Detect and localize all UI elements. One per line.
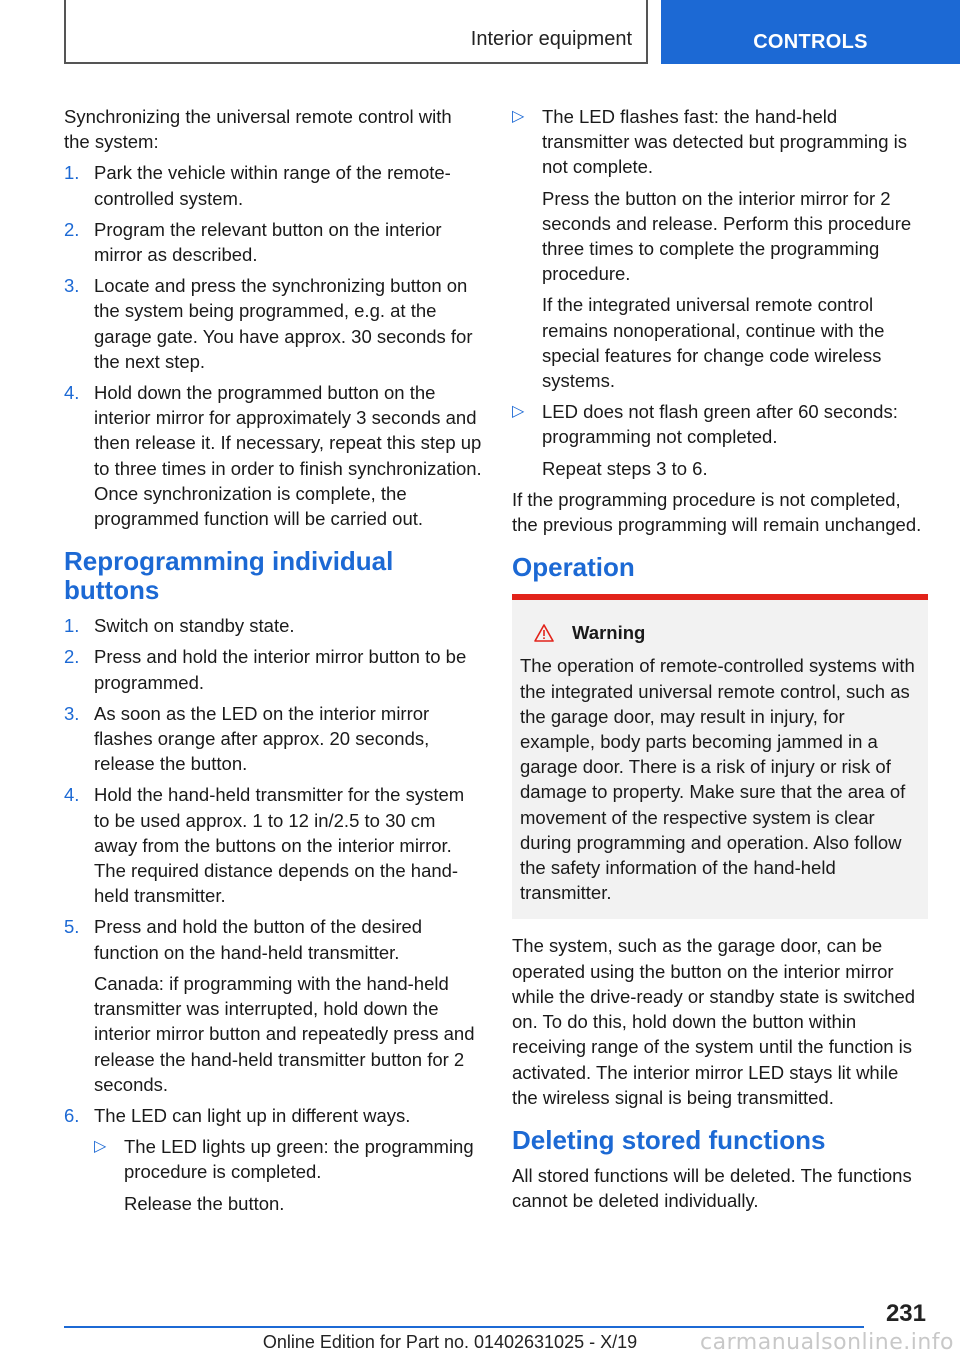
step-number: 1. bbox=[64, 162, 80, 184]
section-title: Interior equipment bbox=[470, 28, 632, 50]
operation-heading: Operation bbox=[512, 552, 635, 583]
sub-item-continuation: Repeat steps 3 to 6. bbox=[542, 457, 708, 479]
list-item bbox=[64, 1103, 482, 1216]
list-item bbox=[64, 380, 482, 531]
warning-triangle-icon bbox=[534, 624, 554, 642]
list-item bbox=[64, 273, 482, 374]
list-item bbox=[64, 613, 482, 638]
step-text: Hold down the programmed button on the interior mirror for approximately 3 seconds and then release it. If necessary, repeat this step up to three times in order to finish synchronization. Once synchronization is complete, the programmed function will be carried out. bbox=[94, 382, 482, 530]
list-item bbox=[64, 644, 482, 694]
sync-intro: Synchronizing the universal remote control with the system: bbox=[64, 106, 452, 153]
step-number: 2. bbox=[64, 646, 80, 668]
warning-title: Warning bbox=[572, 622, 646, 644]
list-item bbox=[64, 782, 482, 908]
right-column bbox=[512, 104, 928, 1219]
sub-item-continuation: Press the button on the interior mirror for 2 seconds and release. Perform this procedure three times to complete the programming procedure. bbox=[542, 187, 912, 285]
step-text: Park the vehicle within range of the remote-controlled system. bbox=[94, 162, 451, 209]
deleting-text: All stored functions will be deleted. The functions cannot be deleted individually. bbox=[512, 1164, 912, 1212]
warning-header bbox=[520, 620, 920, 645]
step-number: 5. bbox=[64, 916, 80, 938]
sub-item-text: LED does not flash green after 60 seconds: programming not completed. bbox=[542, 401, 898, 448]
step-continuation: Canada: if programming with the hand-held transmitter was interrupted, hold down the interior mirror button and repeatedly press and release the hand-held transmitter button for 2 seconds. bbox=[94, 972, 475, 1095]
warning-box bbox=[512, 594, 928, 919]
sub-item-text: The LED lights up green: the programming procedure is completed. bbox=[124, 1136, 474, 1183]
list-item bbox=[64, 701, 482, 777]
reprogramming-heading: Reprogramming individual buttons bbox=[64, 546, 394, 606]
triangle-bullet-icon: ▷ bbox=[512, 403, 525, 421]
step-text: As soon as the LED on the interior mirror flashes orange after approx. 20 seconds, release the button. bbox=[94, 702, 430, 775]
sub-item bbox=[512, 104, 928, 393]
step-text: Program the relevant button on the interior mirror as described. bbox=[94, 218, 442, 266]
sub-item bbox=[512, 399, 928, 481]
left-column bbox=[64, 104, 482, 1222]
step-number: 2. bbox=[64, 218, 80, 240]
warning-text: The operation of remote-controlled systems with the integrated universal remote control, such as the garage door, may result in injury, for example, body parts becoming jammed in a garage door. There is a risk of injury or risk of damage to property. Make sure that the area of movement of the respective system is clear during programming and operation. Also follow the safety information of the hand-held transmitter. bbox=[520, 655, 915, 904]
triangle-bullet-icon: ▷ bbox=[94, 1138, 107, 1156]
page-number: 231 bbox=[885, 1300, 926, 1327]
list-item bbox=[64, 914, 482, 1096]
step-number: 3. bbox=[64, 275, 80, 297]
step-text: Press and hold the button of the desired function on the hand-held transmitter. bbox=[94, 916, 423, 963]
operation-text: The system, such as the garage door, can be operated using the button on the interior mirror while the drive-ready or standby state is switched on. To do this, hold down the button within receiving range of the system until the function is activated. The interior mirror LED stays lit while the wireless signal is being transmitted. bbox=[512, 935, 916, 1108]
deleting-heading: Deleting stored functions bbox=[512, 1124, 826, 1155]
footer-divider bbox=[64, 1326, 864, 1328]
triangle-bullet-icon: ▷ bbox=[512, 108, 525, 125]
page-header bbox=[0, 0, 960, 66]
step-number: 1. bbox=[64, 615, 80, 637]
step-number: 3. bbox=[64, 702, 80, 724]
list-item bbox=[64, 160, 482, 210]
step-text: Hold the hand-held transmitter for the system to be used approx. 1 to 12 in/2.5 to 30 cm away from the buttons on the interior mirror. The required distance depends on the hand-held transmitter. bbox=[94, 784, 465, 907]
reprogramming-steps-list bbox=[64, 613, 482, 1215]
list-item bbox=[64, 217, 482, 267]
sub-item-continuation: Release the button. bbox=[124, 1192, 285, 1214]
not-completed-text: If the programming procedure is not completed, the previous programming will remain unchanged. bbox=[512, 488, 922, 536]
step-text: The LED can light up in different ways. bbox=[94, 1104, 411, 1126]
step-text: Locate and press the synchronizing button on the system being programmed, e.g. at the garage gate. You have approx. 30 seconds for the next step. bbox=[94, 275, 473, 372]
section-box bbox=[64, 0, 648, 64]
step-text: Press and hold the interior mirror button to be programmed. bbox=[94, 646, 467, 693]
sub-item-text: The LED flashes fast: the hand-held transmitter was detected but programming is not complete. bbox=[542, 106, 908, 178]
step-text: Switch on standby state. bbox=[94, 615, 295, 637]
edition-text: Online Edition for Part no. 01402631025 - X/19 bbox=[262, 1332, 638, 1352]
sync-steps-list bbox=[64, 160, 482, 531]
step-number: 4. bbox=[64, 784, 80, 806]
sub-item-continuation: If the integrated universal remote control remains nonoperational, continue with the special features for change code wireless systems. bbox=[542, 294, 885, 392]
step-number: 4. bbox=[64, 382, 80, 404]
chapter-tab: CONTROLS bbox=[661, 0, 960, 64]
watermark-logo: carmanualsonline.info bbox=[700, 1330, 954, 1355]
sub-item bbox=[94, 1134, 482, 1216]
step-number: 6. bbox=[64, 1104, 80, 1126]
